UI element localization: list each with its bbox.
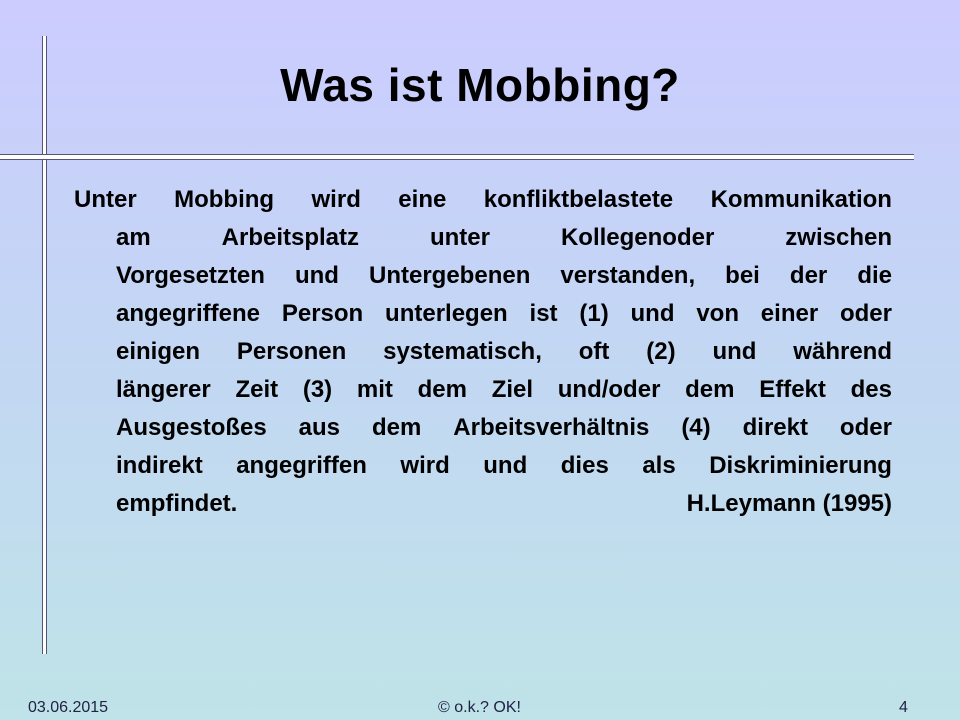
word: Vorgesetzten: [116, 262, 265, 289]
word: Zeit: [235, 376, 279, 403]
word: direkt: [742, 414, 808, 441]
word: der: [789, 262, 828, 289]
definition-line: [74, 447, 892, 485]
word: Arbeitsplatz: [221, 224, 360, 251]
word: angegriffen: [236, 452, 367, 479]
word: systematisch,: [383, 338, 542, 365]
word: eine: [398, 186, 447, 213]
definition-line: [74, 219, 892, 257]
word: Unter: [74, 186, 137, 213]
word: am: [116, 224, 151, 251]
word: oder: [839, 300, 892, 327]
word: und: [294, 262, 339, 289]
definition-line: [74, 371, 892, 409]
word: aus: [298, 414, 341, 441]
word: Mobbing: [174, 186, 275, 213]
word: dies: [560, 452, 609, 479]
definition-line: [74, 333, 892, 371]
word: die: [857, 262, 892, 289]
word: Personen: [236, 338, 347, 365]
footer-date: 03.06.2015: [28, 699, 109, 716]
word: wird: [400, 452, 450, 479]
word: von: [696, 300, 739, 327]
word: angegriffene: [116, 300, 261, 327]
word: Kommunikation: [710, 186, 892, 213]
definition-end-word: empfindet.: [116, 490, 238, 517]
definition-line: [74, 409, 892, 447]
word: (2): [646, 338, 676, 365]
word: längerer: [116, 376, 211, 403]
word: (3): [302, 376, 333, 403]
word: oft: [578, 338, 610, 365]
footer-copyright: © o.k.? OK!: [438, 699, 521, 716]
definition-last-line: [74, 485, 892, 523]
word: ist: [529, 300, 558, 327]
definition-text: [74, 181, 892, 523]
word: und: [630, 300, 675, 327]
definition-line: [74, 257, 892, 295]
citation: H.Leymann (1995): [686, 490, 892, 517]
word: verstanden,: [560, 262, 696, 289]
word: einer: [760, 300, 819, 327]
slide-title: Was ist Mobbing?: [280, 59, 680, 111]
word: dem: [685, 376, 735, 403]
word: (1): [579, 300, 609, 327]
definition-line: [74, 295, 892, 333]
word: oder: [839, 414, 892, 441]
word: bei: [725, 262, 760, 289]
footer-page-number: 4: [899, 699, 908, 716]
word: Ausgestoßes: [116, 414, 267, 441]
horizontal-rule: [0, 154, 914, 160]
word: unterlegen: [385, 300, 508, 327]
word: dem: [417, 376, 467, 403]
word: des: [850, 376, 892, 403]
word: und: [712, 338, 757, 365]
word: als: [642, 452, 676, 479]
word: dem: [371, 414, 422, 441]
word: Kollegenoder: [560, 224, 715, 251]
word: Person: [281, 300, 364, 327]
word: Diskriminierung: [709, 452, 892, 479]
word: zwischen: [785, 224, 892, 251]
word: unter: [429, 224, 490, 251]
word: (4): [681, 414, 711, 441]
word: Arbeitsverhältnis: [453, 414, 650, 441]
word: während: [793, 338, 892, 365]
vertical-rule: [42, 36, 47, 654]
word: Untergebenen: [369, 262, 531, 289]
definition-line: [74, 181, 892, 219]
word: einigen: [116, 338, 201, 365]
word: und/oder: [557, 376, 661, 403]
word: Effekt: [759, 376, 826, 403]
word: konfliktbelastete: [483, 186, 674, 213]
word: mit: [356, 376, 393, 403]
word: wird: [311, 186, 361, 213]
word: und: [483, 452, 528, 479]
word: indirekt: [116, 452, 203, 479]
word: Ziel: [491, 376, 534, 403]
